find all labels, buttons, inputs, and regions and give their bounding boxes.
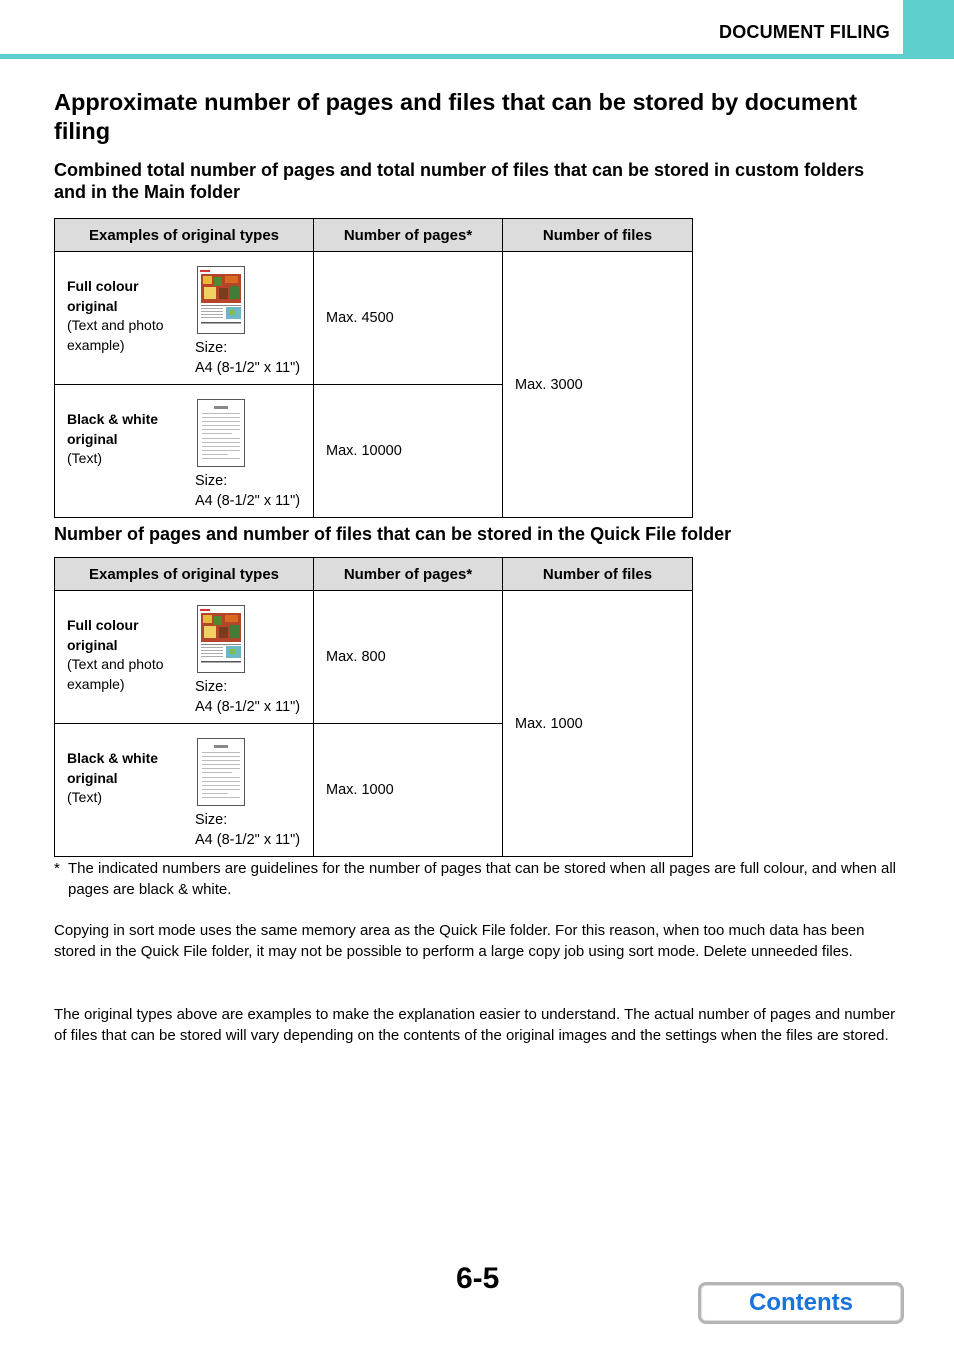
paragraph-original-types: The original types above are examples to make the explanation easier to understand. The actual number of pages and number of files that can be stored will vary depending on the contents of the original images and the settings when the files are stored. — [54, 1006, 896, 1044]
table-row — [55, 252, 693, 385]
size-value: A4 (8-1/2" x 11") — [195, 698, 301, 715]
bw-document-thumbnail — [197, 399, 245, 467]
col-header-files: Number of files — [503, 558, 693, 591]
size-label: Size: — [195, 340, 228, 356]
size-value: A4 (8-1/2" x 11") — [195, 359, 301, 376]
pages-value: Max. 4500 — [314, 252, 503, 385]
storage-table-main — [54, 218, 693, 518]
original-type-name: Black & white original — [67, 750, 159, 786]
header-accent-line — [0, 54, 954, 59]
size-label: Size: — [195, 812, 228, 828]
size-text — [195, 811, 300, 850]
storage-table-quick-file — [54, 557, 693, 857]
size-text — [195, 678, 300, 717]
files-value: Max. 3000 — [503, 252, 693, 518]
original-type-text — [67, 749, 185, 808]
size-label: Size: — [195, 473, 228, 489]
size-label: Size: — [195, 679, 228, 695]
original-type-note: (Text and photo example) — [67, 317, 164, 353]
size-value: A4 (8-1/2" x 11") — [195, 831, 301, 848]
table-header-row — [55, 558, 693, 591]
original-type-name: Full colour original — [67, 278, 139, 314]
original-type-cell — [55, 724, 314, 857]
original-type-note: (Text) — [67, 450, 102, 466]
col-header-original-types: Examples of original types — [55, 219, 314, 252]
original-type-name: Full colour original — [67, 617, 139, 653]
footnote-text: The indicated numbers are guidelines for the number of pages that can be stored when all pages are full colour, and when all pages are black & white. — [68, 860, 897, 898]
colour-document-thumbnail — [197, 266, 245, 334]
section-header-title: DOCUMENT FILING — [719, 22, 890, 42]
original-type-cell — [55, 591, 314, 724]
bw-document-thumbnail — [197, 738, 245, 806]
table-row — [55, 591, 693, 724]
original-type-cell — [55, 385, 314, 518]
footnote-marker: * — [54, 860, 60, 877]
footnote — [54, 858, 904, 900]
original-type-text — [67, 277, 185, 355]
col-header-pages: Number of pages* — [314, 219, 503, 252]
pages-value: Max. 1000 — [314, 724, 503, 857]
col-header-original-types: Examples of original types — [55, 558, 314, 591]
pages-value: Max. 10000 — [314, 385, 503, 518]
original-type-cell — [55, 252, 314, 385]
table-header-row — [55, 219, 693, 252]
colour-document-thumbnail — [197, 605, 245, 673]
header-accent-tab — [903, 0, 954, 59]
size-value: A4 (8-1/2" x 11") — [195, 492, 301, 509]
paragraph-sort-mode: Copying in sort mode uses the same memory area as the Quick File folder. For this reason, when too much data has been stored in the Quick File folder, it may not be possible to perform a large copy job using sort mode. Delete unneeded files. — [54, 922, 865, 960]
original-type-note: (Text) — [67, 789, 102, 805]
section2-heading: Number of pages and number of files that can be stored in the Quick File folder — [54, 524, 732, 544]
original-type-name: Black & white original — [67, 411, 159, 447]
original-type-text — [67, 410, 185, 469]
page-title: Approximate number of pages and files that can be stored by document filing — [54, 89, 858, 144]
files-value: Max. 1000 — [503, 591, 693, 857]
original-type-text — [67, 616, 185, 694]
section1-heading: Combined total number of pages and total number of files that can be stored in custom folders and in the Main folder — [54, 160, 865, 202]
size-text — [195, 339, 300, 378]
col-header-files: Number of files — [503, 219, 693, 252]
contents-button[interactable]: Contents — [698, 1282, 904, 1324]
size-text — [195, 472, 300, 511]
original-type-note: (Text and photo example) — [67, 656, 164, 692]
page-number: 6-5 — [456, 1262, 500, 1295]
pages-value: Max. 800 — [314, 591, 503, 724]
col-header-pages: Number of pages* — [314, 558, 503, 591]
